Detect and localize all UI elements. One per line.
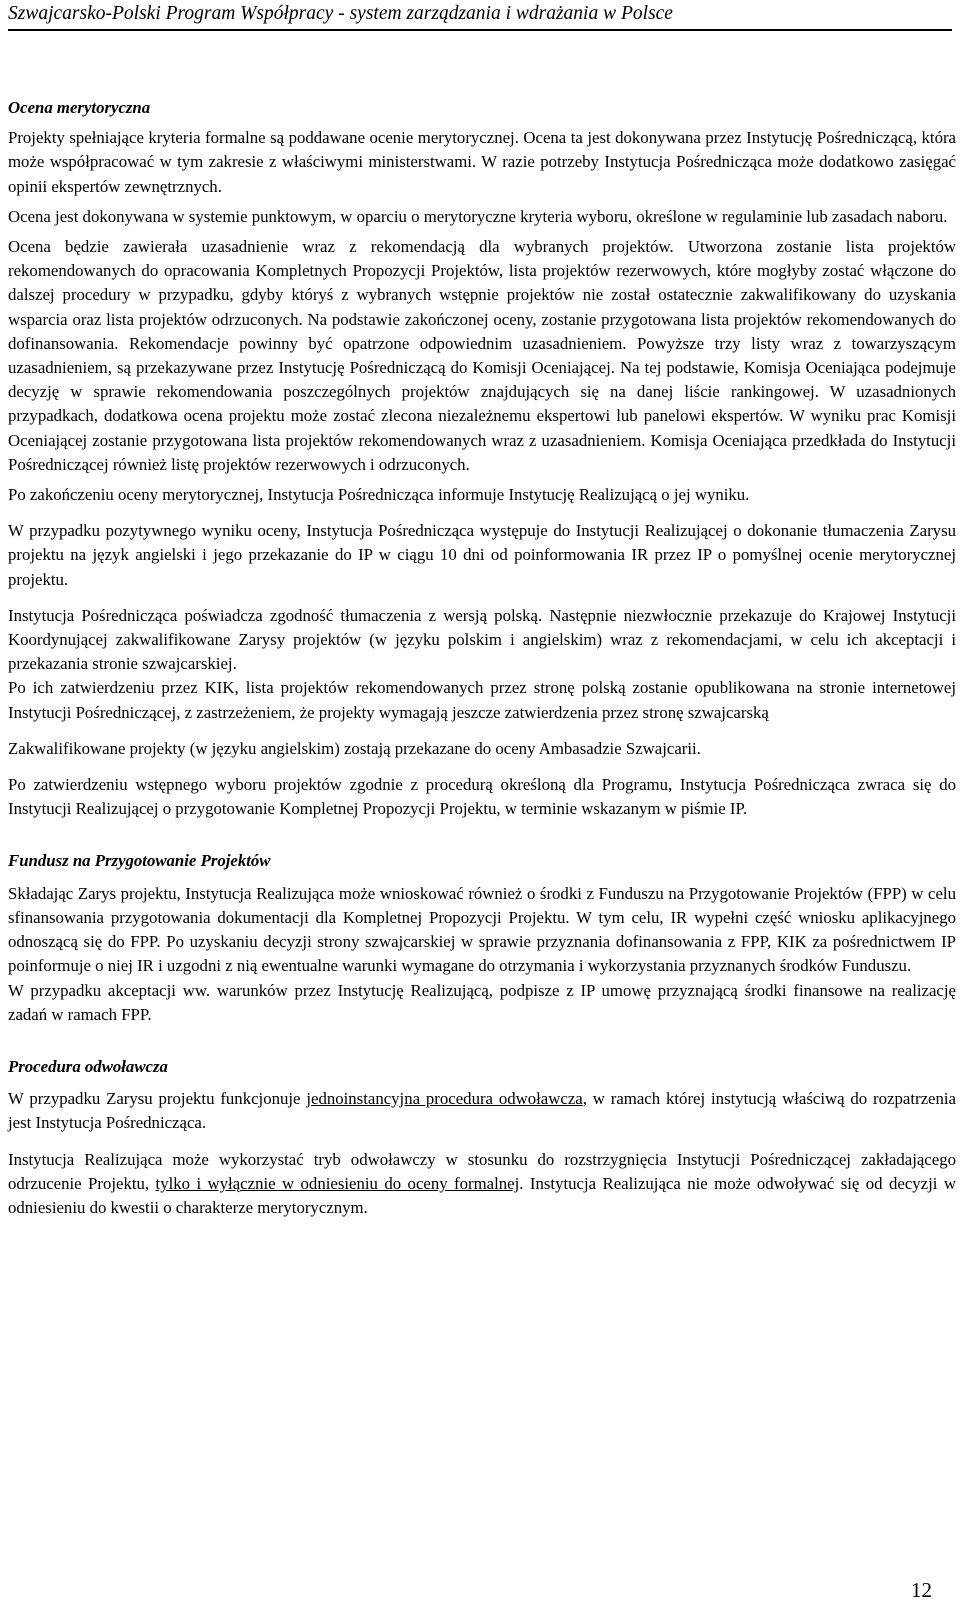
- paragraph: W przypadku akceptacji ww. warunków przez Instytucję Realizującą, podpisze z IP umowę przyznającą środki finansowe na realizację zadań w ramach FPP.: [8, 980, 956, 1024]
- paragraph: Projekty spełniające kryteria formalne są poddawane ocenie merytorycznej. Ocena ta jest dokonywana przez Instytucję Pośredniczącą, która może współpracować w tym zakresie z właściwymi ministerstwami. W razie potrzeby Instytucja Pośrednicząca może dodatkowo zasięgać opinii ekspertów zewnętrznych.: [8, 128, 956, 196]
- paragraph: Instytucja Pośrednicząca poświadcza zgodność tłumaczenia z wersją polską. Następnie niezwłocznie przekazuje do Krajowej Instytucji Koordynującej zakwalifikowane Zarysy projektów (w języku polskim i angielskim) wraz z rekomendacjami, w celu ich akceptacji i przekazania stronie szwajcarskiej.: [8, 605, 956, 674]
- paragraph: Składając Zarys projektu, Instytucja Realizująca może wnioskować również o środki z Funduszu na Przygotowanie Projektów (FPP) w celu sfinansowania przygotowania dokumentacji dla Kompletnej Propozycji Projektu. W tym celu, IR wypełni część wniosku aplikacyjnego odnoszącą się do FPP. Po uzyskaniu decyzji strony szwajcarskiej w sprawie przyznania dofinansowania z FPP, KIK za pośrednictwem IP poinformuje o niej IR i uzgodni z nią ewentualne warunki wymagane do otrzymania i wykorzystania przyznanych środków Funduszu.: [8, 883, 956, 976]
- paragraph: Zakwalifikowane projekty (w języku angielskim) zostają przekazane do oceny Ambasadzie Szwajcarii.: [8, 738, 701, 758]
- text-run: , w ramach której instytucją właściwą do rozpatrzenia jest Instytucja Pośrednicząca.: [8, 1089, 956, 1133]
- section-heading-ocena-merytoryczna: Ocena merytoryczna: [8, 98, 151, 117]
- paragraph: [8, 1087, 956, 1135]
- paragraph: Po zakończeniu oceny merytorycznej, Instytucja Pośrednicząca informuje Instytucję Realizującą o jej wyniku.: [8, 485, 750, 505]
- page-content: [8, 96, 956, 1220]
- paragraph: W przypadku pozytywnego wyniku oceny, Instytucja Pośrednicząca występuje do Instytucji Realizującej o dokonanie tłumaczenia Zarysu projektu na język angielski i jego przekazanie do IP w ciągu 10 dni od poinformowania IR przez IP o pomyślnej ocenie merytorycznej projektu.: [8, 521, 956, 589]
- underlined-phrase: tylko i wyłącznie w odniesieniu do oceny formalnej: [155, 1173, 520, 1193]
- running-header: Szwajcarsko-Polski Program Współpracy - system zarządzania i wdrażania w Polsce: [8, 2, 952, 31]
- text-run: . Instytucja Realizująca nie może odwoływać się od decyzji w odniesieniu do kwestii o charakterze merytorycznym.: [8, 1173, 956, 1217]
- paragraph: Po ich zatwierdzeniu przez KIK, lista projektów rekomendowanych przez stronę polską zostanie opublikowana na stronie internetowej Instytucji Pośredniczącej, z zastrzeżeniem, że projekty wymagają jeszcze zatwierdzenia przez stronę szwajcarską: [8, 678, 956, 722]
- paragraph: Ocena będzie zawierała uzasadnienie wraz z rekomendacją dla wybranych projektów. Utworzona zostanie lista projektów rekomendowanych do opracowania Kompletnych Propozycji Projektów, lista projektów rezerwowych, które mogłyby zostać włączone do dalszej procedury w przypadku, gdyby któryś z wybranych wstępnie projektów nie został ostatecznie zakwalifikowany do uzyskania wsparcia oraz lista projektów odrzuconych. Na podstawie zakończonej oceny, zostanie przygotowana lista projektów rekomendowanych do dofinansowania. Rekomendacje powinny być opatrzone odpowiednim uzasadnieniem. Powyższe trzy listy wraz z towarzyszącym uzasadnieniem, są przekazywane przez Instytucję Pośredniczącą do Komisji Oceniającej. Na tej podstawie, Komisja Oceniająca podejmuje decyzję w sprawie rekomendowania poszczególnych projektów znajdujących się na danej liście rankingowej. W uzasadnionych przypadkach, dodatkowa ocena projektu może zostać zlecona niezależnemu ekspertowi lub panelowi ekspertów. W wyniku prac Komisji Oceniającej zostanie przygotowana lista projektów rekomendowanych wraz z uzasadnieniem. Komisja Oceniająca przedkłada do Instytucji Pośredniczącej również listę projektów rezerwowych i odrzuconych.: [8, 237, 956, 474]
- paragraph: Ocena jest dokonywana w systemie punktowym, w oparciu o merytoryczne kryteria wyboru, określone w regulaminie lub zasadach naboru.: [8, 206, 948, 226]
- text-run: Instytucja Realizująca może wykorzystać tryb odwoławczy w stosunku do rozstrzygnięcia Instytucji Pośredniczącej zakładającego odrzucenie Projektu,: [8, 1149, 956, 1193]
- paragraph: Po zatwierdzeniu wstępnego wyboru projektów zgodnie z procedurą określoną dla Programu, Instytucja Pośrednicząca zwraca się do Instytucji Realizującej o przygotowanie Kompletnej Propozycji Projektu, w terminie wskazanym w piśmie IP.: [8, 775, 956, 819]
- text-run: W przypadku Zarysu projektu funkcjonuje: [8, 1089, 307, 1109]
- paragraph: [8, 1148, 956, 1221]
- section-heading-fundusz: Fundusz na Przygotowanie Projektów: [8, 851, 271, 871]
- underlined-phrase: jednoinstancyjna procedura odwoławcza: [306, 1089, 583, 1109]
- page-number: 12: [911, 1578, 932, 1602]
- section-heading-procedura-odwolawcza: Procedura odwoławcza: [8, 1056, 168, 1076]
